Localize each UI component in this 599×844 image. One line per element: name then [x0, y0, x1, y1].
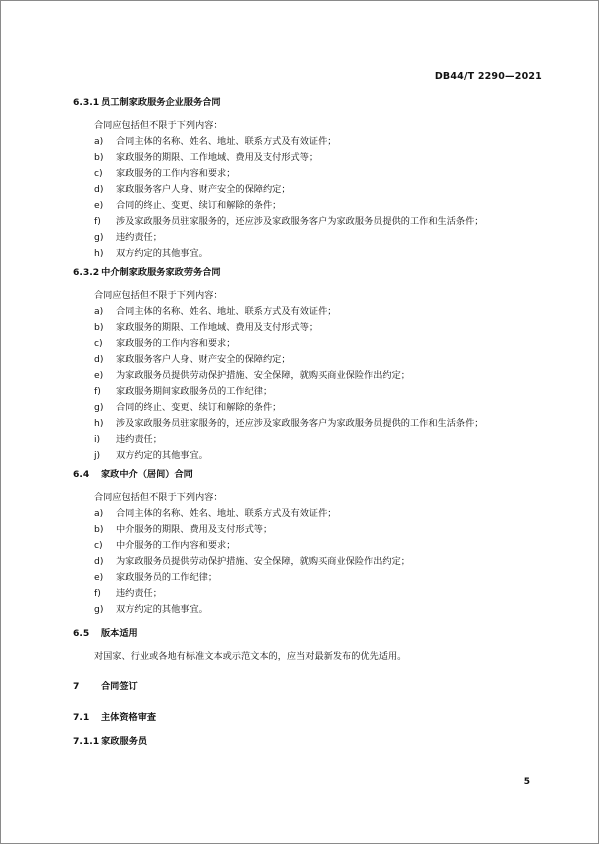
- list-item: [94, 135, 598, 149]
- list-marker: b): [94, 322, 104, 333]
- section-intro: 合同应包括但不限于下列内容：: [94, 492, 223, 503]
- section-number: 6.4: [73, 469, 90, 480]
- list-item: [94, 305, 598, 319]
- list-text: 家政服务的工作内容和要求；: [116, 168, 236, 179]
- section-heading-6-4: [73, 468, 598, 482]
- section-number: 7.1.1: [73, 736, 100, 747]
- list-text: 违约责任；: [116, 232, 162, 243]
- list-text: 违约责任；: [116, 588, 162, 599]
- section-intro: 合同应包括但不限于下列内容：: [94, 120, 223, 131]
- list-marker: e): [94, 572, 104, 583]
- list-item: [94, 417, 598, 431]
- section-paragraph: 对国家、行业或各地有标准文本或示范文本的，应当对最新发布的优先适用。: [94, 651, 407, 662]
- list-text: 合同主体的名称、姓名、地址、联系方式及有效证件；: [116, 508, 337, 519]
- list-item: [94, 507, 598, 521]
- list-item: [94, 247, 598, 261]
- section-title: 合同签订: [101, 681, 138, 692]
- document-id: DB44/T 2290—2021: [434, 71, 542, 82]
- list-item: [94, 571, 598, 585]
- list-marker: d): [94, 556, 104, 567]
- list-marker: i): [94, 434, 101, 445]
- section-heading-6-5: [73, 627, 598, 641]
- list-marker: e): [94, 200, 104, 211]
- section-heading-6-3-1: [73, 96, 598, 110]
- list-item: [94, 151, 598, 165]
- list-text: 为家政服务员提供劳动保护措施、安全保障，就购买商业保险作出约定；: [116, 370, 410, 381]
- list-text: 家政服务客户人身、财产安全的保障约定；: [116, 354, 291, 365]
- list-marker: f): [94, 386, 101, 397]
- section-title: 家政服务员: [101, 736, 148, 747]
- section-number: 6.3.1: [73, 97, 100, 108]
- list-text: 家政服务员的工作纪律；: [116, 572, 218, 583]
- section-title: 员工制家政服务企业服务合同: [101, 97, 221, 108]
- list-marker: e): [94, 370, 104, 381]
- section-intro: 合同应包括但不限于下列内容：: [94, 290, 223, 301]
- list-text: 合同的终止、变更、续订和解除的条件；: [116, 402, 282, 413]
- section-title: 中介制家政服务家政劳务合同: [101, 267, 221, 278]
- section-heading-7-1: [73, 711, 598, 725]
- list-item: [94, 385, 598, 399]
- section-heading-6-3-2: [73, 266, 598, 280]
- section-title: 主体资格审查: [101, 712, 157, 723]
- list-text: 双方约定的其他事宜。: [116, 450, 208, 461]
- list-marker: c): [94, 540, 103, 551]
- list-marker: a): [94, 306, 104, 317]
- list-item: [94, 337, 598, 351]
- list-item: [94, 401, 598, 415]
- list-item: [94, 199, 598, 213]
- list-marker: b): [94, 524, 104, 535]
- list-marker: g): [94, 402, 104, 413]
- list-marker: c): [94, 168, 103, 179]
- list-marker: c): [94, 338, 103, 349]
- section-number: 6.3.2: [73, 267, 100, 278]
- list-item: [94, 215, 598, 229]
- list-item: [94, 167, 598, 181]
- list-item: [94, 183, 598, 197]
- section-heading-7: [73, 680, 598, 694]
- list-marker: a): [94, 136, 104, 147]
- list-text: 涉及家政服务员驻家服务的，还应涉及家政服务客户为家政服务员提供的工作和生活条件；: [116, 216, 484, 227]
- list-marker: d): [94, 354, 104, 365]
- list-text: 家政服务的期限、工作地域、费用及支付形式等；: [116, 322, 319, 333]
- list-item: [94, 369, 598, 383]
- list-marker: f): [94, 216, 101, 227]
- list-marker: g): [94, 232, 104, 243]
- list-item: [94, 555, 598, 569]
- list-text: 家政服务的期限、工作地域、费用及支付形式等；: [116, 152, 319, 163]
- list-item: [94, 321, 598, 335]
- list-text: 中介服务的期限、费用及支付形式等；: [116, 524, 273, 535]
- list-marker: d): [94, 184, 104, 195]
- section-title: 版本适用: [101, 628, 138, 639]
- list-text: 中介服务的工作内容和要求；: [116, 540, 236, 551]
- list-text: 合同主体的名称、姓名、地址、联系方式及有效证件；: [116, 306, 337, 317]
- list-marker: h): [94, 418, 104, 429]
- list-item: [94, 539, 598, 553]
- list-item: [94, 523, 598, 537]
- list-text: 家政服务的工作内容和要求；: [116, 338, 236, 349]
- list-marker: a): [94, 508, 104, 519]
- list-text: 涉及家政服务员驻家服务的，还应涉及家政服务客户为家政服务员提供的工作和生活条件；: [116, 418, 484, 429]
- list-marker: f): [94, 588, 101, 599]
- list-item: [94, 449, 598, 463]
- list-marker: g): [94, 604, 104, 615]
- list-item: [94, 603, 598, 617]
- section-heading-7-1-1: [73, 735, 598, 749]
- list-marker: h): [94, 248, 104, 259]
- page-number: 5: [523, 777, 530, 787]
- section-number: 7.1: [73, 712, 90, 723]
- section-title: 家政中介（居间）合同: [101, 469, 193, 480]
- list-item: [94, 231, 598, 245]
- list-marker: j): [94, 450, 101, 461]
- section-number: 7: [73, 681, 80, 692]
- list-text: 合同主体的名称、姓名、地址、联系方式及有效证件；: [116, 136, 337, 147]
- list-text: 双方约定的其他事宜。: [116, 604, 208, 615]
- list-item: [94, 353, 598, 367]
- list-text: 违约责任；: [116, 434, 162, 445]
- list-item: [94, 433, 598, 447]
- list-text: 双方约定的其他事宜。: [116, 248, 208, 259]
- list-text: 合同的终止、变更、续订和解除的条件；: [116, 200, 282, 211]
- list-marker: b): [94, 152, 104, 163]
- list-text: 为家政服务员提供劳动保护措施、安全保障，就购买商业保险作出约定；: [116, 556, 410, 567]
- list-text: 家政服务客户人身、财产安全的保障约定；: [116, 184, 291, 195]
- section-number: 6.5: [73, 628, 90, 639]
- list-item: [94, 587, 598, 601]
- list-text: 家政服务期间家政服务员的工作纪律；: [116, 386, 273, 397]
